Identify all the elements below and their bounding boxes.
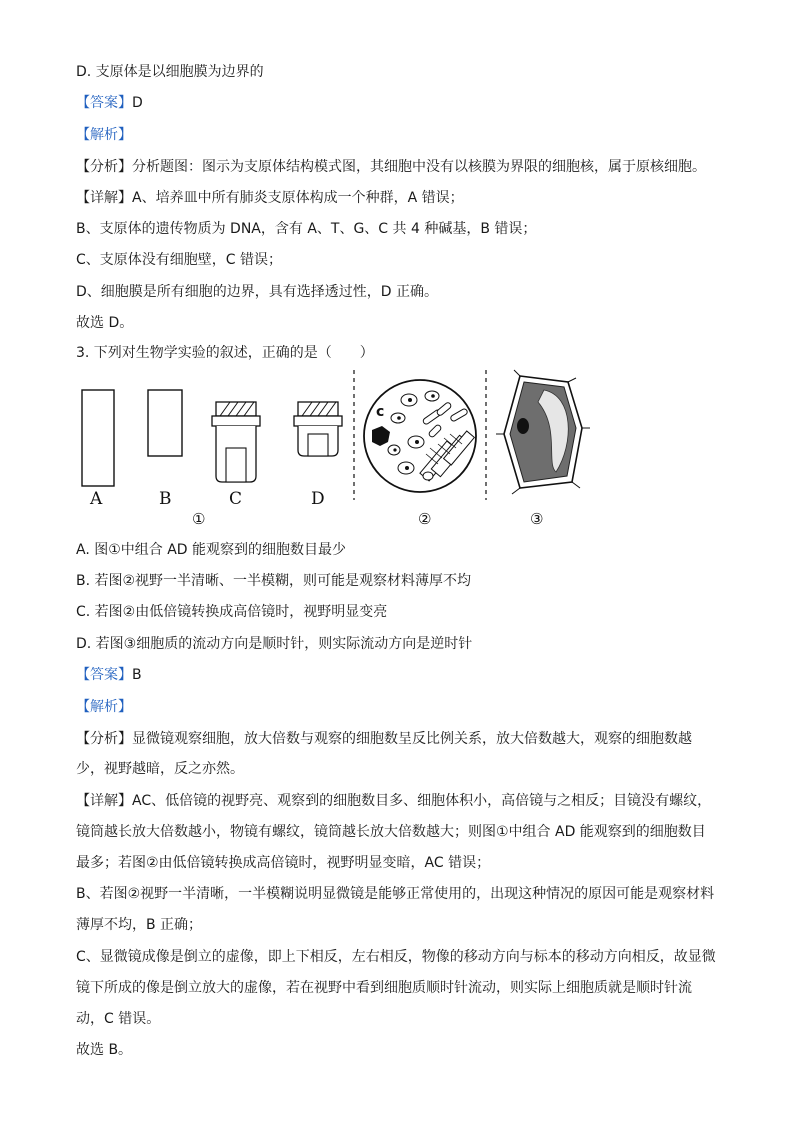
analysis-tag: 【解析】	[76, 127, 132, 143]
detail-c-1: C、支原体没有细胞壁，C 错误；	[76, 252, 283, 268]
field-label-c: c	[376, 404, 385, 420]
label-c: C	[229, 489, 243, 509]
panel-number-1: ①	[192, 510, 206, 528]
analysis-heading-2	[76, 697, 718, 717]
conclusion-1: 故选 D。	[76, 315, 134, 331]
analysis-tag-2: 【解析】	[76, 699, 132, 715]
detail-a-1: 【详解】A、培养皿中所有肺炎支原体构成一个种群，A 错误；	[76, 190, 464, 206]
conclusion-2: 故选 B。	[76, 1042, 133, 1058]
detail-2b: 镜筒越长放大倍数越小，物镜有螺纹，镜筒越长放大倍数越大；则图①中组合 AD 能观察到的细胞数目	[76, 824, 706, 840]
option-3b: B. 若图②视野一半清晰、一半模糊，则可能是观察材料薄厚不均	[76, 573, 472, 589]
microscope-field	[364, 380, 476, 492]
answer-value-2: B	[132, 667, 142, 683]
option-3d: D. 若图③细胞质的流动方向是顺时针，则实际流动方向是逆时针	[76, 636, 473, 652]
answer-line-2	[76, 665, 718, 685]
label-d: D	[311, 489, 325, 509]
detail-2a: 【详解】AC、低倍镜的视野亮、观察到的细胞数目多、细胞体积小，高倍镜与之相反；目镜没有螺纹，	[76, 793, 712, 809]
analysis-fenxi-2a: 【分析】显微镜观察细胞，放大倍数与观察的细胞数呈反比例关系，放大倍数越大，观察的细胞数越	[76, 731, 692, 747]
eyepiece-a	[82, 390, 114, 486]
label-a: A	[90, 489, 103, 509]
objective-d	[294, 402, 342, 456]
objective-c	[212, 402, 260, 482]
detail-c2a: C、显微镜成像是倒立的虚像，即上下相反，左右相反，物像的移动方向与标本的移动方向相反，故显微	[76, 949, 716, 965]
question-3-stem: 3. 下列对生物学实验的叙述，正确的是（ ）	[76, 345, 374, 361]
option-3c: C. 若图②由低倍镜转换成高倍镜时，视野明显变亮	[76, 604, 388, 620]
detail-d-1: D、细胞膜是所有细胞的边界，具有选择透过性，D 正确。	[76, 284, 439, 300]
answer-tag-2: 【答案】	[76, 667, 132, 683]
detail-c2b: 镜下所成的像是倒立放大的虚像，若在视野中看到细胞质顺时针流动，则实际上细胞质就是顺时针流	[76, 980, 692, 996]
detail-b2a: B、若图②视野一半清晰，一半模糊说明显微镜是能够正常使用的，出现这种情况的原因可能是观察材料	[76, 886, 715, 902]
detail-c2c: 动，C 错误。	[76, 1011, 161, 1027]
answer-value: D	[132, 95, 143, 111]
plant-cell	[496, 370, 590, 494]
answer-line-1	[76, 93, 718, 113]
eyepiece-b	[148, 390, 182, 456]
detail-2c: 最多；若图②由低倍镜转换成高倍镜时，视野明显变暗，AC 错误；	[76, 855, 491, 871]
analysis-fenxi-2b: 少，视野越暗，反之亦然。	[76, 761, 244, 777]
analysis-heading-1	[76, 125, 718, 145]
option-d-previous: D. 支原体是以细胞膜为边界的	[76, 64, 264, 80]
panel-number-3: ③	[530, 510, 544, 528]
question-3-figure	[76, 368, 716, 532]
panel-number-2: ②	[418, 510, 432, 528]
detail-b-1: B、支原体的遗传物质为 DNA，含有 A、T、G、C 共 4 种碱基，B 错误；	[76, 221, 537, 237]
analysis-fenxi-1: 【分析】分析题图：图示为支原体结构模式图，其细胞中没有以核膜为界限的细胞核，属于原核细胞。	[76, 159, 706, 175]
label-b: B	[159, 489, 172, 509]
option-3a: A. 图①中组合 AD 能观察到的细胞数目最少	[76, 542, 347, 558]
detail-b2b: 薄厚不均，B 正确；	[76, 917, 203, 933]
answer-tag: 【答案】	[76, 95, 132, 111]
